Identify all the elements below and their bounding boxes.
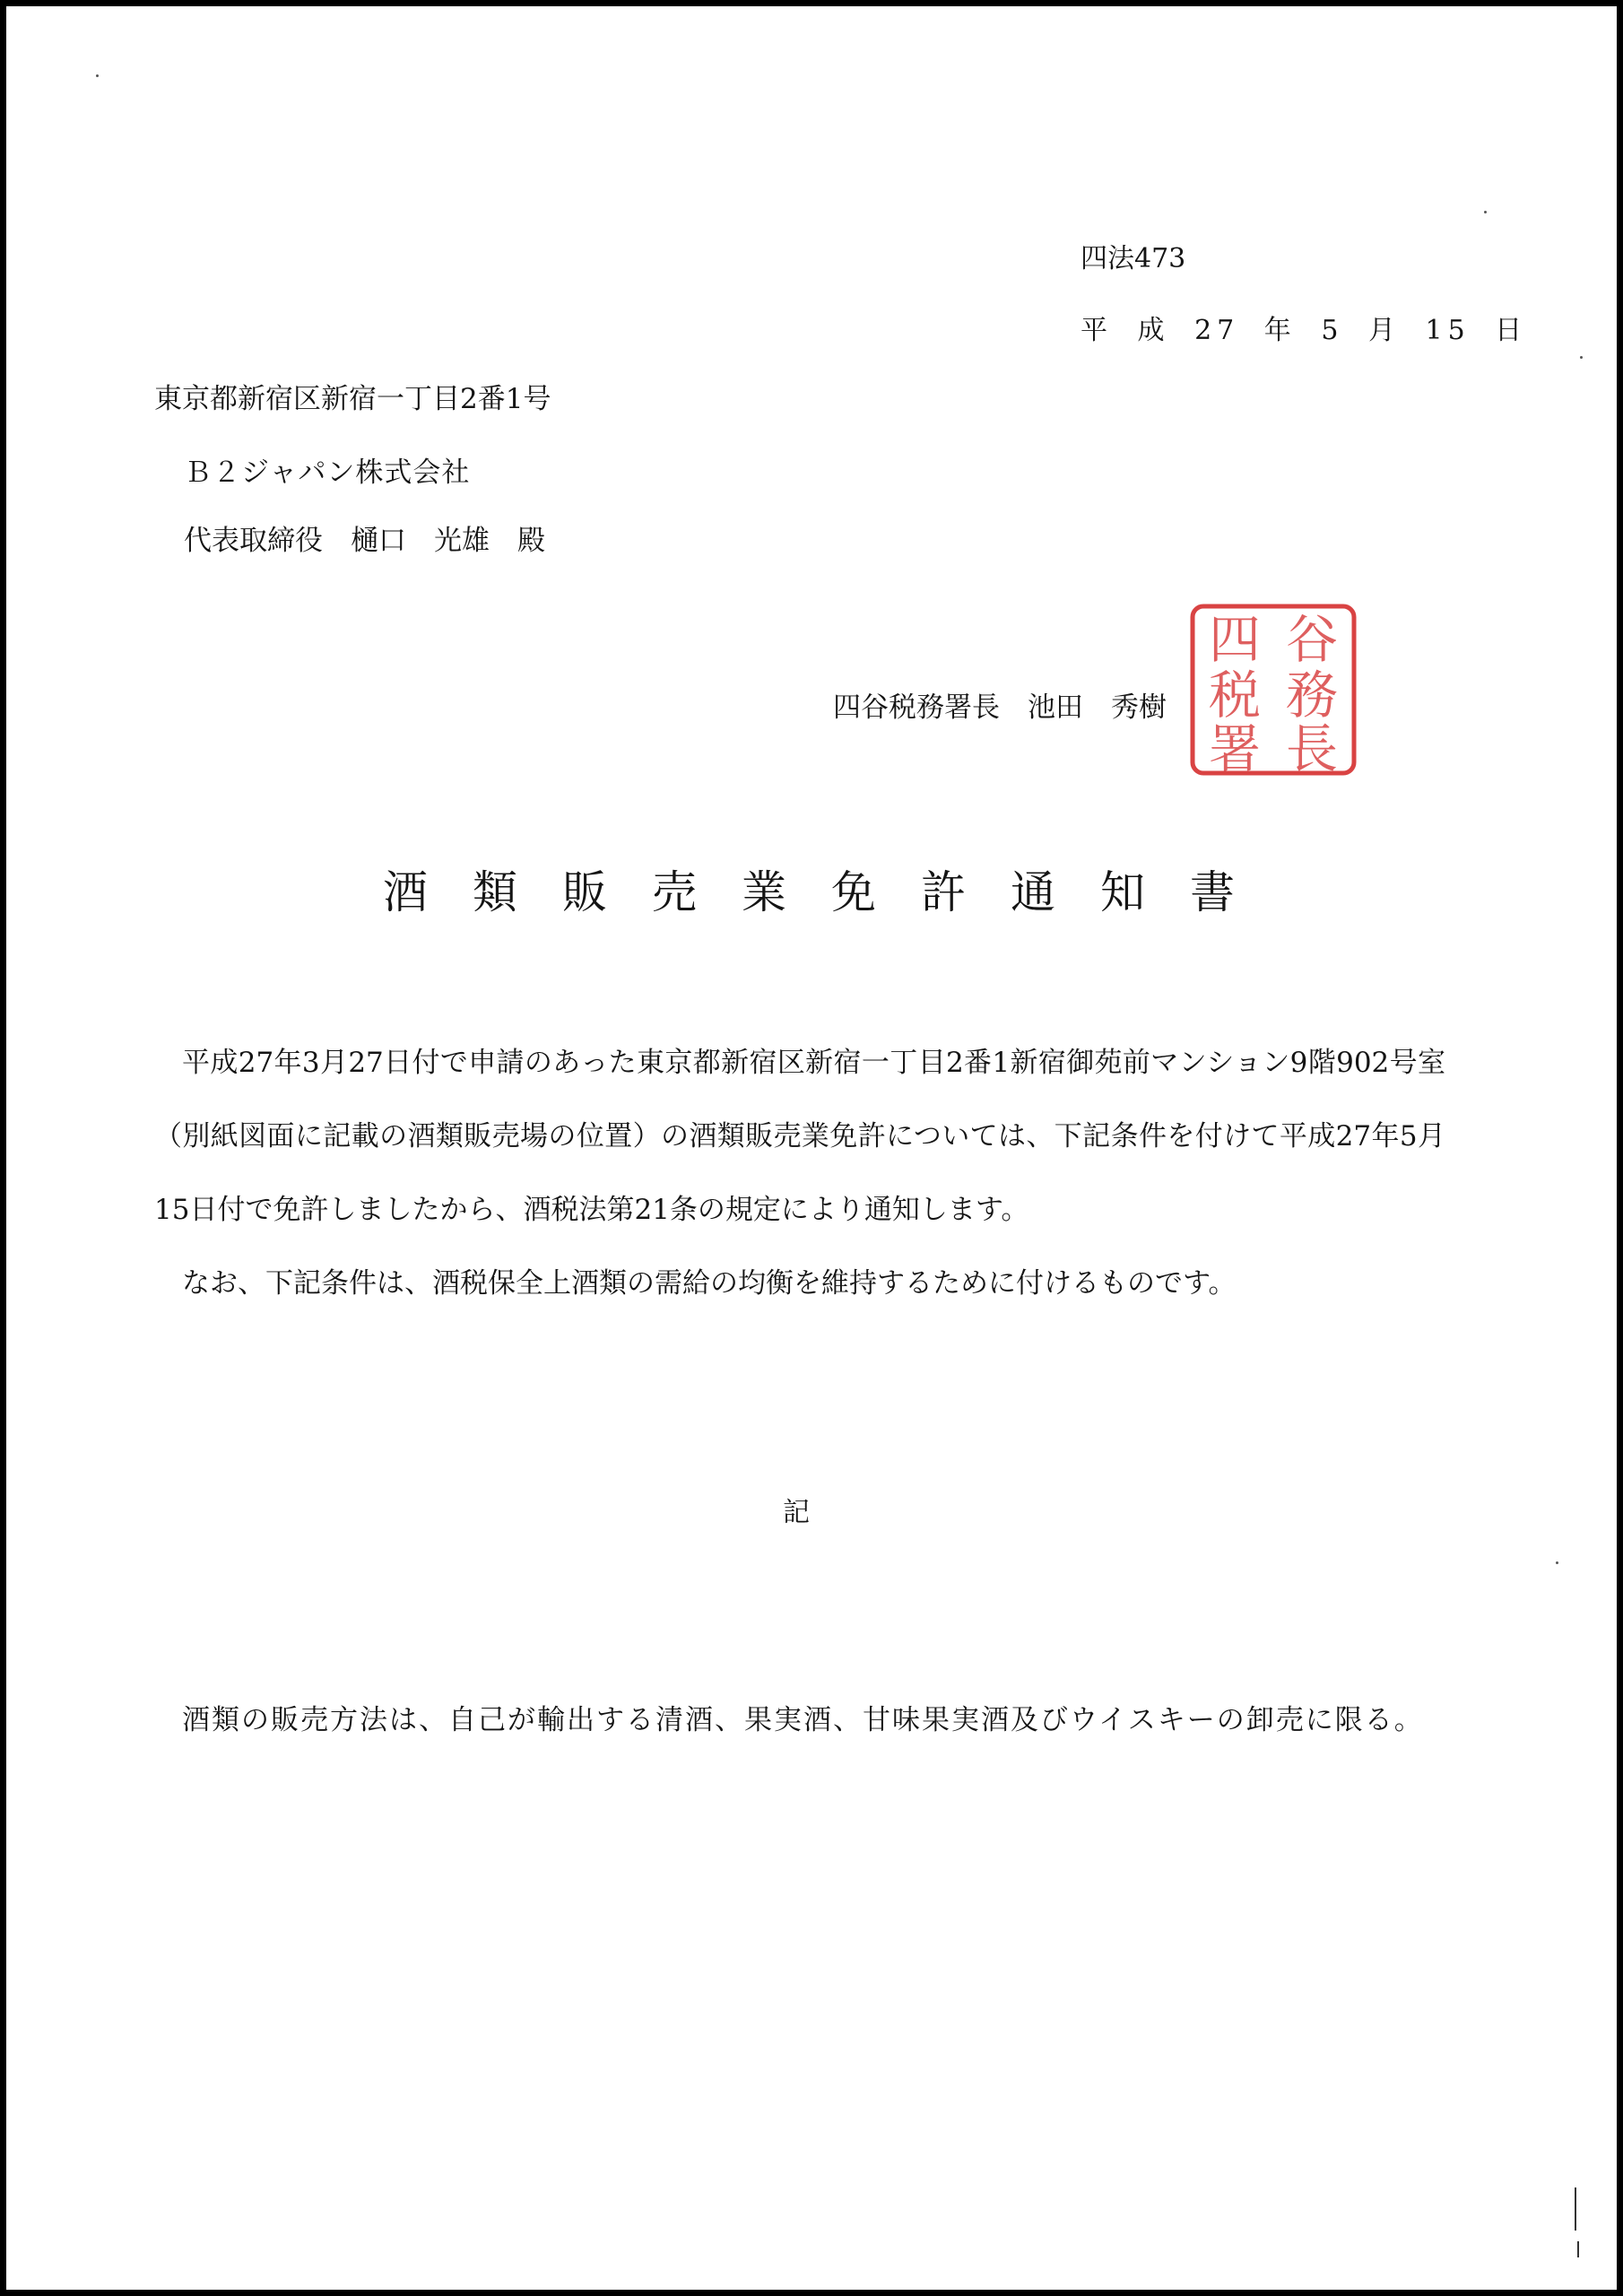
scan-speck (1484, 211, 1487, 213)
scan-speck (1580, 356, 1583, 359)
scan-speck (96, 74, 99, 77)
scan-speck (1556, 1561, 1558, 1564)
body-paragraph: なお、下記条件は、酒税保全上酒類の需給の均衡を維持するために付けるものです。 (182, 1267, 1237, 1300)
issuer-name: 四谷税務署長 池田 秀樹 (833, 691, 1167, 724)
ki-heading: 記 (783, 1497, 810, 1528)
seal-character: 署 (1208, 718, 1262, 778)
scan-edge-mark (1577, 2241, 1579, 2257)
seal-character: 務 (1285, 665, 1339, 726)
seal-character: 税 (1208, 665, 1262, 726)
seal-character: 四 (1208, 609, 1262, 670)
body-paragraph: 平成27年3月27日付で申請のあった東京都新宿区新宿一丁目2番1新宿御苑前マンション9階902号室（別紙図面に記載の酒類販売場の位置）の酒類販売業免許については、下記条件を付けて平成27年5月15日付で免許しましたから、酒税法第21条の規定により通知します。 (154, 1047, 1445, 1226)
recipient-company: Ｂ２ジャパン株式会社 (184, 457, 471, 489)
document-title: 酒類販売業免許通知書 (383, 866, 1280, 918)
issue-date: 平 成 27 年 5 月 15 日 (1081, 315, 1528, 346)
document-number: 四法473 (1081, 243, 1186, 274)
official-seal-stamp (1188, 602, 1358, 778)
recipient-representative: 代表取締役 樋口 光雄 殿 (184, 525, 545, 557)
seal-character: 長 (1285, 718, 1339, 778)
seal-character: 谷 (1285, 609, 1339, 670)
condition-text: 酒類の販売方法は、自己が輸出する清酒、果実酒、甘味果実酒及びウイスキーの卸売に限る。 (182, 1704, 1424, 1736)
scan-edge-mark (1575, 2187, 1576, 2231)
recipient-address: 東京都新宿区新宿一丁目2番1号 (154, 383, 551, 415)
license-condition (154, 1683, 1445, 1757)
notice-body (154, 1026, 1445, 1320)
